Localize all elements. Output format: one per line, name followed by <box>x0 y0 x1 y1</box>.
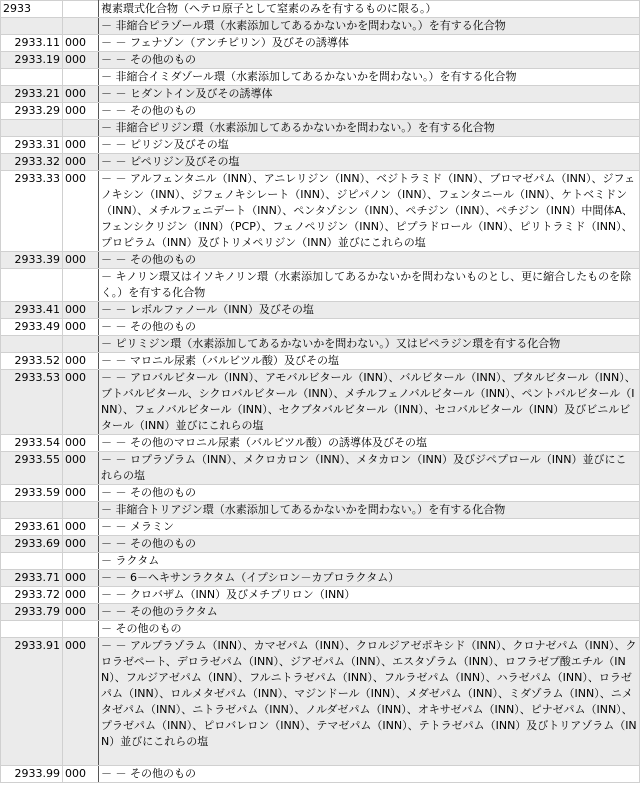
stat-code-cell <box>63 1 99 18</box>
hs-code-cell: 2933.61 <box>1 519 63 536</box>
table-row <box>1 302 640 319</box>
hs-code-cell <box>1 120 63 137</box>
stat-code-cell: 000 <box>63 171 99 252</box>
hs-code-cell <box>1 69 63 86</box>
table-row <box>1 621 640 638</box>
stat-code-cell: 000 <box>63 536 99 553</box>
table-row <box>1 336 640 353</box>
description-cell: － － その他のもの <box>99 485 640 502</box>
table-row <box>1 52 640 69</box>
hs-code-cell: 2933.91 <box>1 638 63 766</box>
description-cell: － － その他のもの <box>99 536 640 553</box>
hs-code-cell: 2933.53 <box>1 370 63 435</box>
description-cell: － － その他のもの <box>99 766 640 783</box>
description-cell: － － フェナゾン（アンチピリン）及びその誘導体 <box>99 35 640 52</box>
description-cell: － － アルプラゾラム（INN）、カマゼパム（INN）、クロルジアゼポキシド（INN）、クロナゼパム（INN）、クロラゼペート、デロラゼパム（INN）、ジアゼパム（INN）、エスタゾラム（INN）、ロフラゼプ酸エチル（INN）、フルジアゼパム（INN）、フルニトラゼパム（INN）、フルラゼパム（INN）、ハラゼパム（INN）、ロラゼパム（INN）、ロルメタゼパム（INN）、マジンドール（INN）、メダゼパム（INN）、ミダゾラム（INN）、ニメタゼパム（INN）、ニトラゼパム（INN）、ノルダゼパム（INN）、オキサゼパム（INN）、ピナゼパム（INN）、プラゼパム（INN）、ピロバレロン（INN）、テマゼパム（INN）、テトラゼパム（INN）及びトリアゾラム（INN）並びにこれらの塩 <box>99 638 640 766</box>
stat-code-cell: 000 <box>63 485 99 502</box>
description-cell: － － 6－ヘキサンラクタム（イプシロン－カプロラクタム） <box>99 570 640 587</box>
stat-code-cell: 000 <box>63 302 99 319</box>
stat-code-cell <box>63 69 99 86</box>
description-cell: － ピリミジン環（水素添加してあるかないかを問わない。）又はピペラジン環を有する化合物 <box>99 336 640 353</box>
description-cell: － その他のもの <box>99 621 640 638</box>
hs-code-cell: 2933.69 <box>1 536 63 553</box>
stat-code-cell <box>63 120 99 137</box>
stat-code-cell <box>63 553 99 570</box>
hs-code-cell: 2933.29 <box>1 103 63 120</box>
hs-code-cell: 2933.19 <box>1 52 63 69</box>
description-cell: － － アロバルビタール（INN）、アモバルビタール（INN）、バルビタール（INN）、ブタルビタール（INN）、ブトバルビタール、シクロバルビタール（INN）、メチルフェノバルビタール（INN）、ペントバルビタール（INN）、フェノバルビタール（INN）、セクブタバルビタール（INN）、セコバルビタール（INN）及びビニルビタール（INN）並びにこれらの塩 <box>99 370 640 435</box>
hs-code-cell: 2933.39 <box>1 252 63 269</box>
hs-code-cell <box>1 553 63 570</box>
stat-code-cell: 000 <box>63 86 99 103</box>
table-row <box>1 103 640 120</box>
table-row <box>1 553 640 570</box>
hs-code-cell: 2933.59 <box>1 485 63 502</box>
description-cell: － － メラミン <box>99 519 640 536</box>
stat-code-cell <box>63 18 99 35</box>
hs-code-cell: 2933.33 <box>1 171 63 252</box>
table-row <box>1 435 640 452</box>
hs-code-cell: 2933.41 <box>1 302 63 319</box>
stat-code-cell: 000 <box>63 570 99 587</box>
table-row <box>1 269 640 302</box>
description-cell: － － ピペリジン及びその塩 <box>99 154 640 171</box>
table-row <box>1 536 640 553</box>
stat-code-cell <box>63 502 99 519</box>
description-cell: － － その他のもの <box>99 52 640 69</box>
table-row <box>1 86 640 103</box>
table-row <box>1 485 640 502</box>
table-row <box>1 69 640 86</box>
description-cell: － 非縮合ピラゾール環（水素添加してあるかないかを問わない。）を有する化合物 <box>99 18 640 35</box>
stat-code-cell: 000 <box>63 435 99 452</box>
hs-code-cell <box>1 621 63 638</box>
description-cell: － － アルフェンタニル（INN）、アニレリジン（INN）、ベジトラミド（INN）、ブロマゼパム（INN）、ジフェノキシン（INN）、ジフェノキシレート（INN）、ジピパノン（INN）、フェンタニール（INN）、ケトベミドン（INN）、メチルフェニデート（INN）、ペンタゾシン（INN）、ペチジン（INN）、ペチジン（INN）中間体A、フェンシクリジン（INN）（PCP）、フェノペリジン（INN）、ピプラドロール（INN）、ピリトラミド（INN）、プロピラム（INN）及びトリメペリジン（INN）並びにこれらの塩 <box>99 171 640 252</box>
hs-code-cell: 2933.11 <box>1 35 63 52</box>
table-row <box>1 353 640 370</box>
description-cell: － － その他のもの <box>99 319 640 336</box>
stat-code-cell: 000 <box>63 137 99 154</box>
table-row <box>1 1 640 18</box>
table-row <box>1 171 640 252</box>
stat-code-cell: 000 <box>63 154 99 171</box>
stat-code-cell: 000 <box>63 35 99 52</box>
hs-code-cell <box>1 269 63 302</box>
stat-code-cell <box>63 621 99 638</box>
description-cell: － － クロバザム（INN）及びメチプリロン（INN） <box>99 587 640 604</box>
table-row <box>1 519 640 536</box>
table-row <box>1 35 640 52</box>
description-cell: － － その他のラクタム <box>99 604 640 621</box>
stat-code-cell <box>63 336 99 353</box>
hs-code-cell <box>1 502 63 519</box>
stat-code-cell: 000 <box>63 519 99 536</box>
description-cell: 複素環式化合物（ヘテロ原子として窒素のみを有するものに限る。） <box>99 1 640 18</box>
stat-code-cell: 000 <box>63 252 99 269</box>
hs-code-cell: 2933.55 <box>1 452 63 485</box>
description-cell: － － その他のマロニル尿素（バルビツル酸）の誘導体及びその塩 <box>99 435 640 452</box>
description-cell: － 非縮合イミダゾール環（水素添加してあるかないかを問わない。）を有する化合物 <box>99 69 640 86</box>
stat-code-cell: 000 <box>63 103 99 120</box>
table-row <box>1 137 640 154</box>
description-cell: － － その他のもの <box>99 252 640 269</box>
hs-code-cell: 2933 <box>1 1 63 18</box>
description-cell: － － ロプラゾラム（INN）、メクロカロン（INN）、メタカロン（INN）及びジペプロール（INN）並びにこれらの塩 <box>99 452 640 485</box>
stat-code-cell: 000 <box>63 452 99 485</box>
hs-code-cell: 2933.99 <box>1 766 63 783</box>
hs-code-cell: 2933.31 <box>1 137 63 154</box>
stat-code-cell: 000 <box>63 604 99 621</box>
hs-code-cell <box>1 336 63 353</box>
description-cell: － － ヒダントイン及びその誘導体 <box>99 86 640 103</box>
hs-code-cell: 2933.54 <box>1 435 63 452</box>
hs-code-cell: 2933.32 <box>1 154 63 171</box>
hs-code-cell: 2933.79 <box>1 604 63 621</box>
table-row <box>1 319 640 336</box>
hs-code-cell: 2933.72 <box>1 587 63 604</box>
hs-code-cell: 2933.21 <box>1 86 63 103</box>
stat-code-cell: 000 <box>63 353 99 370</box>
description-cell: － キノリン環又はイソキノリン環（水素添加してあるかないかを問わないものとし、更に縮合したものを除く。）を有する化合物 <box>99 269 640 302</box>
table-row <box>1 587 640 604</box>
description-cell: － － レボルファノール（INN）及びその塩 <box>99 302 640 319</box>
hs-code-cell <box>1 18 63 35</box>
table-row <box>1 502 640 519</box>
table-row <box>1 638 640 766</box>
table-row <box>1 252 640 269</box>
description-cell: － － マロニル尿素（バルビツル酸）及びその塩 <box>99 353 640 370</box>
tariff-table-body <box>1 1 640 783</box>
hs-code-cell: 2933.52 <box>1 353 63 370</box>
table-row <box>1 18 640 35</box>
description-cell: － 非縮合ピリジン環（水素添加してあるかないかを問わない。）を有する化合物 <box>99 120 640 137</box>
table-row <box>1 154 640 171</box>
description-cell: － － その他のもの <box>99 103 640 120</box>
table-row <box>1 766 640 783</box>
hs-code-cell: 2933.71 <box>1 570 63 587</box>
description-cell: － 非縮合トリアジン環（水素添加してあるかないかを問わない。）を有する化合物 <box>99 502 640 519</box>
description-cell: － ラクタム <box>99 553 640 570</box>
table-row <box>1 570 640 587</box>
table-row <box>1 370 640 435</box>
table-row <box>1 452 640 485</box>
stat-code-cell: 000 <box>63 587 99 604</box>
stat-code-cell: 000 <box>63 370 99 435</box>
table-row <box>1 120 640 137</box>
stat-code-cell: 000 <box>63 638 99 766</box>
description-cell: － － ピリジン及びその塩 <box>99 137 640 154</box>
stat-code-cell: 000 <box>63 766 99 783</box>
stat-code-cell: 000 <box>63 52 99 69</box>
stat-code-cell <box>63 269 99 302</box>
stat-code-cell: 000 <box>63 319 99 336</box>
hs-code-cell: 2933.49 <box>1 319 63 336</box>
table-row <box>1 604 640 621</box>
